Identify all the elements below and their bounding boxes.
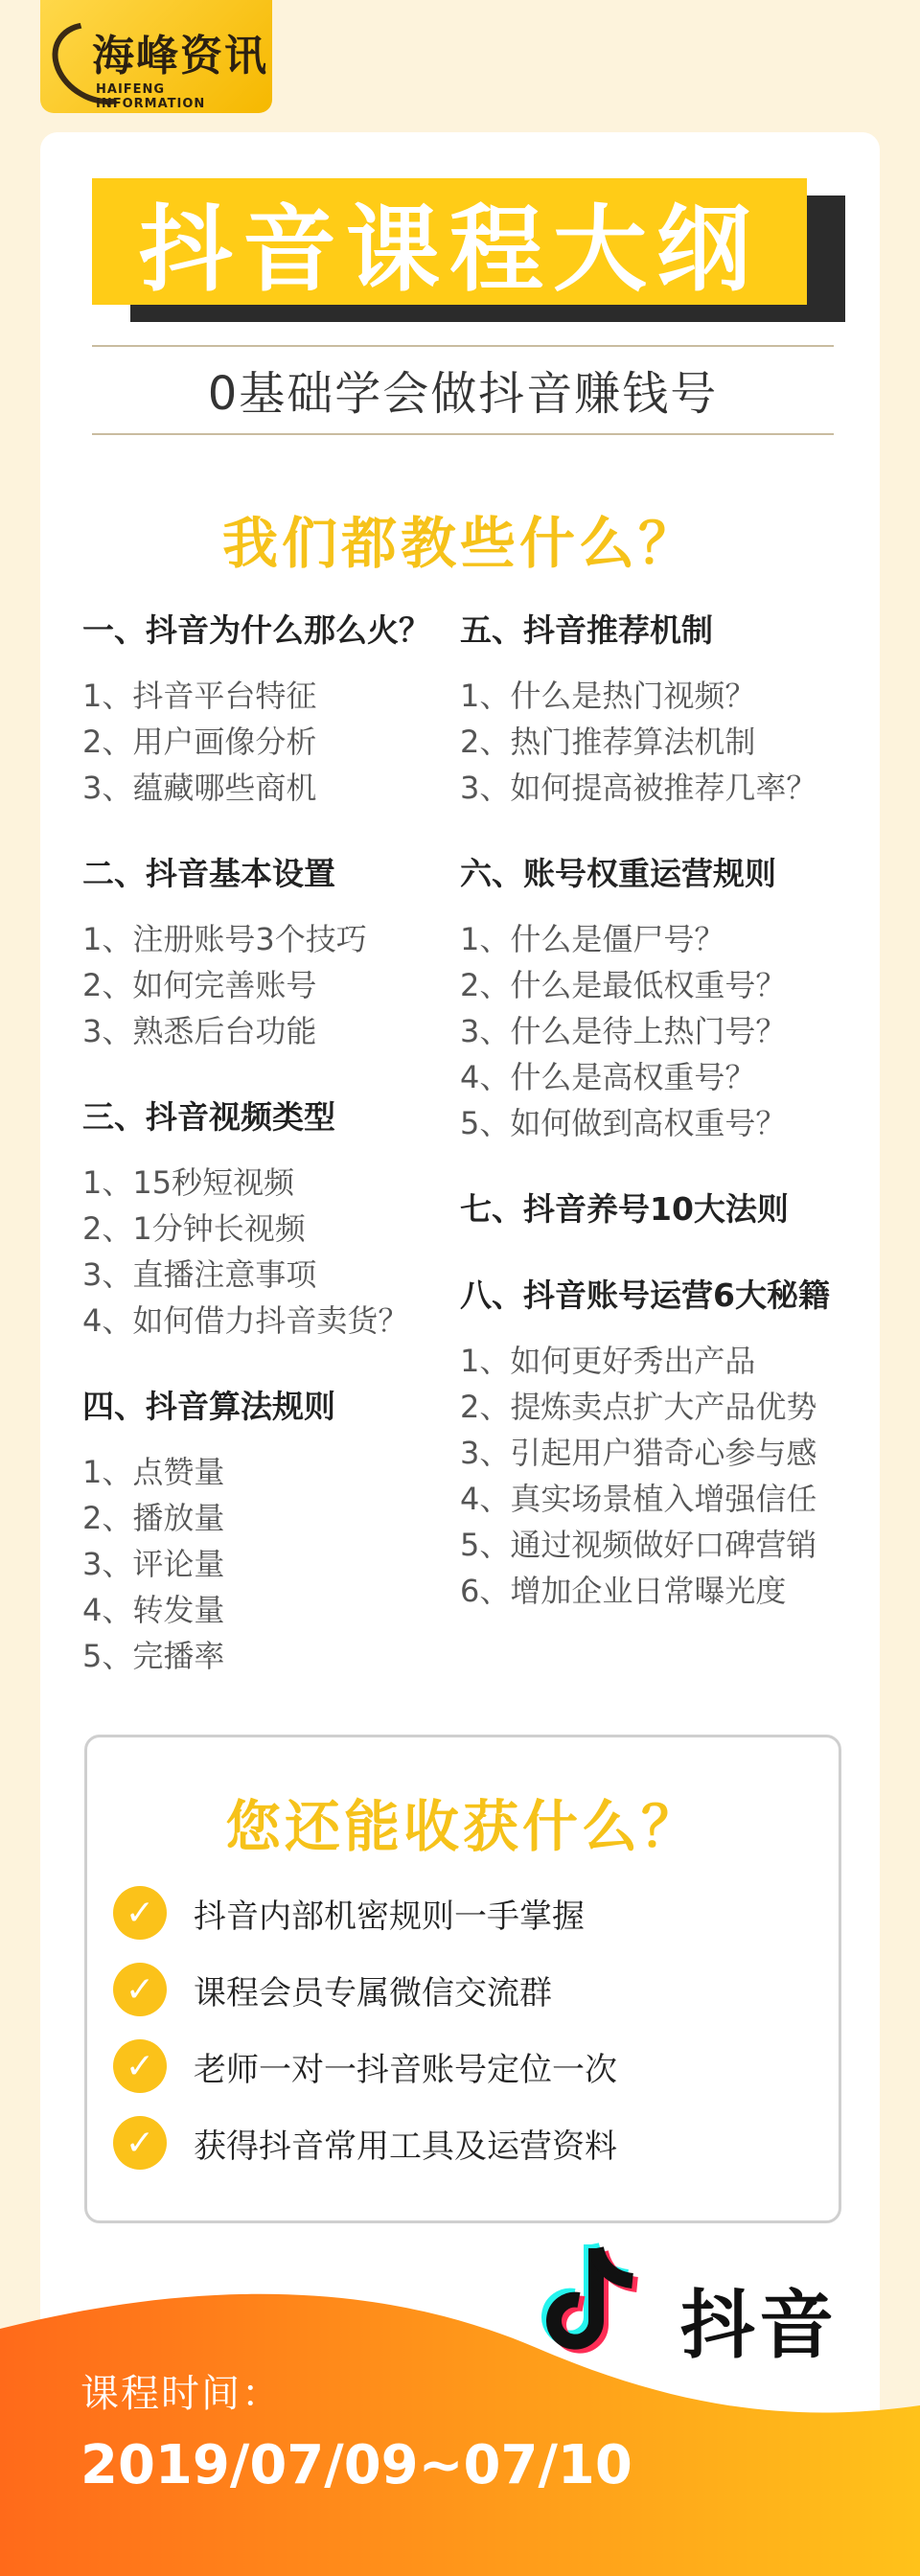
benefit-item [113,2114,617,2172]
curriculum-item: 1、注册账号3个技巧 [82,921,367,957]
curriculum-item: 1、什么是僵尸号？ [460,921,725,957]
curriculum-item: 2、用户画像分析 [82,724,317,760]
curriculum-item: 6、增加企业日常曝光度 [460,1573,787,1609]
curriculum-item: 2、提炼卖点扩大产品优势 [460,1389,817,1425]
benefit-text: 获得抖音常用工具及运营资料 [194,2127,617,2166]
curriculum-item: 3、什么是待上热门号？ [460,1013,787,1049]
page-subtitle: 0基础学会做抖音赚钱号 [207,367,719,421]
benefit-text: 抖音内部机密规则一手掌握 [194,1897,585,1936]
curriculum-group-title: 四、抖音算法规则 [82,1388,335,1425]
benefit-item [113,2037,617,2095]
curriculum-group-title: 一、抖音为什么那么火？ [82,611,430,649]
benefit-text: 课程会员专属微信交流群 [194,1973,552,2012]
curriculum-right-column [460,608,872,1654]
curriculum-heading: 我们都教些什么？ [221,511,698,576]
benefit-item [113,1884,585,1942]
page-title: 抖音课程大纲 [138,195,760,305]
curriculum-item: 1、点赞量 [82,1454,225,1490]
check-icon: ✓ [113,1963,167,2016]
curriculum-group [460,851,872,1146]
curriculum-item: 4、真实场景植入增强信任 [460,1481,817,1517]
curriculum-group-title: 六、账号权重运营规则 [460,855,776,892]
curriculum-item: 3、直播注意事项 [82,1256,317,1293]
logo-english-text: HAIFENG INFORMATION [96,82,206,111]
curriculum-group [460,1186,872,1232]
curriculum-item: 4、转发量 [82,1592,225,1628]
curriculum-item: 1、15秒短视频 [82,1164,295,1201]
schedule-value: 2019/07/09~07/10 [80,2434,632,2496]
curriculum-group-title: 二、抖音基本设置 [82,855,335,892]
tiktok-wordmark: 抖音 [680,2283,839,2369]
benefit-text: 老师一对一抖音账号定位一次 [194,2050,617,2089]
benefit-item [113,1961,552,2018]
curriculum-group-title: 五、抖音推荐机制 [460,611,713,649]
curriculum-item: 2、热门推荐算法机制 [460,724,756,760]
logo-chinese-text: 海峰资讯 [92,32,268,80]
curriculum-item: 2、如何完善账号 [82,967,317,1003]
tiktok-note-icon [537,2239,671,2363]
curriculum-group [82,1384,494,1679]
curriculum-group [82,851,494,1054]
curriculum-item: 3、评论量 [82,1546,225,1582]
curriculum-group-title: 八、抖音账号运营6大秘籍 [460,1276,830,1314]
curriculum-group [82,608,494,811]
curriculum-left-column [82,608,494,1719]
curriculum-item: 2、什么是最低权重号？ [460,967,787,1003]
curriculum-item: 1、抖音平台特征 [82,678,317,714]
title-banner [92,178,807,305]
benefits-heading: 您还能收获什么？ [224,1794,701,1859]
subtitle-rule-bottom [92,433,834,435]
schedule-label: 课程时间： [80,2372,282,2416]
curriculum-group-title: 三、抖音视频类型 [82,1098,335,1136]
curriculum-item: 5、完播率 [82,1638,225,1674]
brand-logo [40,0,272,113]
curriculum-item: 2、1分钟长视频 [82,1210,306,1247]
curriculum-group [460,1273,872,1614]
tiktok-logo [537,2239,853,2369]
curriculum-group-title: 七、抖音养号10大法则 [460,1190,789,1228]
curriculum-item: 3、引起用户猎奇心参与感 [460,1435,817,1471]
curriculum-item: 5、通过视频做好口碑营销 [460,1527,817,1563]
curriculum-item: 2、播放量 [82,1500,225,1536]
curriculum-item: 3、蕴藏哪些商机 [82,770,317,806]
curriculum-group [460,608,872,811]
curriculum-item: 4、什么是高权重号？ [460,1059,756,1095]
curriculum-item: 1、什么是热门视频？ [460,678,756,714]
curriculum-item: 5、如何做到高权重号？ [460,1105,787,1141]
subtitle-rule-top [92,345,834,347]
check-icon: ✓ [113,2116,167,2170]
check-icon: ✓ [113,2039,167,2093]
curriculum-item: 3、熟悉后台功能 [82,1013,317,1049]
curriculum-item: 3、如何提高被推荐几率？ [460,770,817,806]
curriculum-item: 1、如何更好秀出产品 [460,1343,756,1379]
curriculum-group [82,1094,494,1344]
curriculum-item: 4、如何借力抖音卖货？ [82,1302,409,1339]
check-icon: ✓ [113,1886,167,1940]
